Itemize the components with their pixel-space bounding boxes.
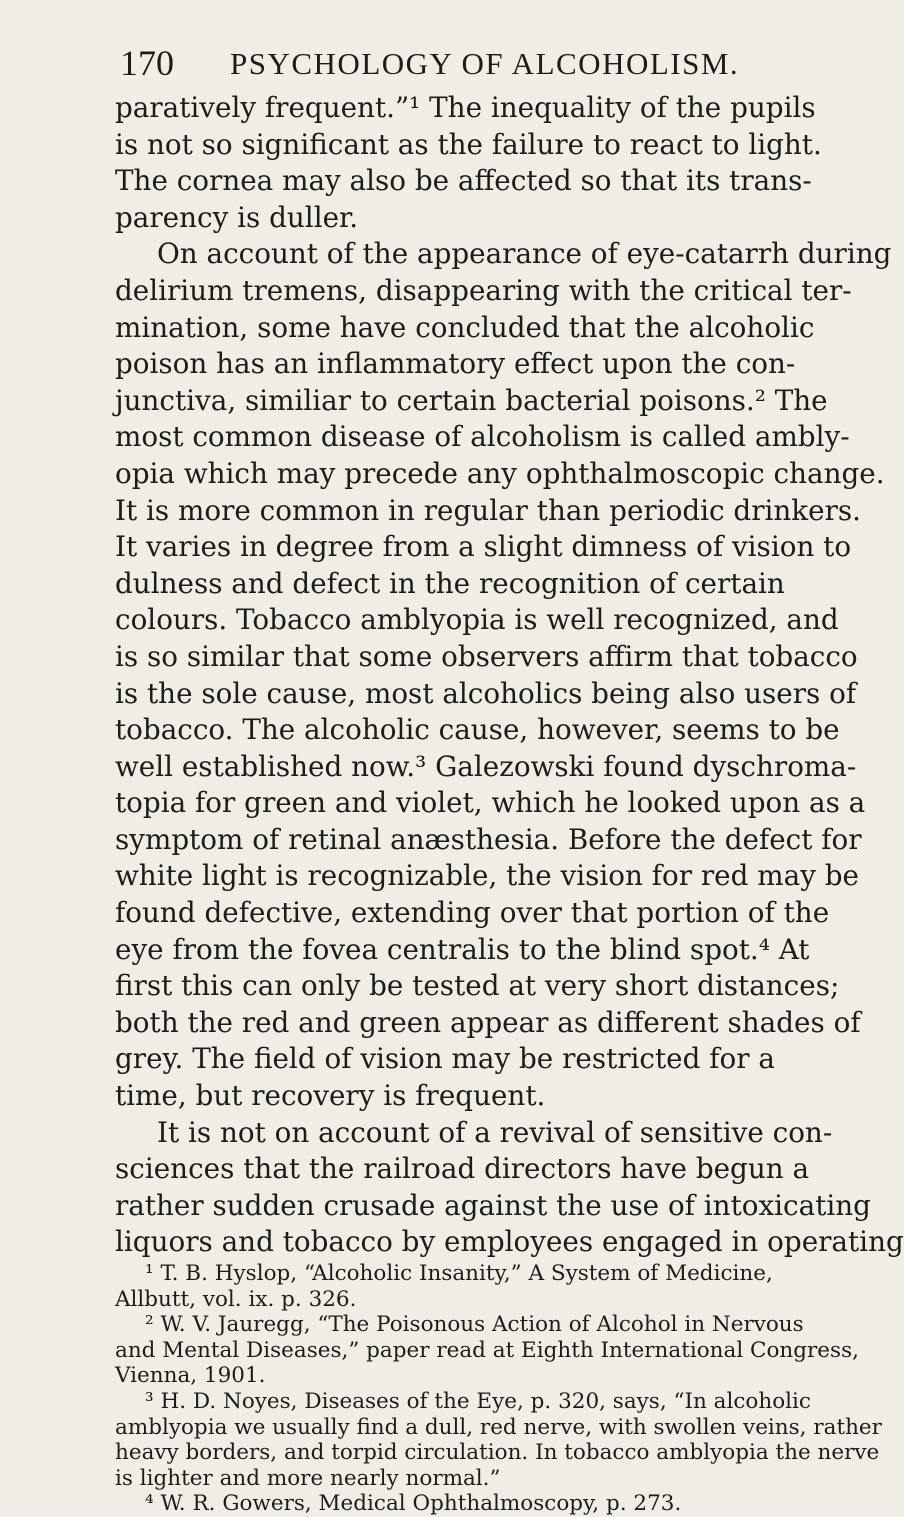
page-number: 170	[120, 43, 174, 83]
footnote-2	[115, 1312, 859, 1389]
footnote-line: ¹ T. B. Hyslop, “Alcoholic Insanity,” A System of Medicine,	[145, 1261, 773, 1286]
footnote-line: ⁴ W. R. Gowers, Medical Ophthalmoscopy, p. 273.	[145, 1491, 682, 1517]
text-line: topia for green and violet, which he looked upon as a	[115, 786, 866, 820]
text-line: sciences that the railroad directors have begun a	[115, 1152, 810, 1186]
footnote-line: Vienna, 1901.	[115, 1363, 266, 1389]
footnote-line: ² W. V. Jauregg, “The Poisonous Action of Alcohol in Nervous	[145, 1312, 804, 1338]
text-line: well established now.³ Galezowski found dyschroma-	[115, 749, 857, 783]
text-line: junctiva, similiar to certain bacterial poisons.² The	[115, 383, 828, 417]
text-line: The cornea may also be affected so that its trans-	[115, 164, 812, 198]
footnotes	[115, 1261, 882, 1517]
text-line: eye from the fovea centralis to the blind spot.⁴ At	[115, 932, 810, 966]
text-line: poison has an inflammatory effect upon the con-	[115, 347, 796, 381]
text-line: mination, some have concluded that the alcoholic	[115, 310, 815, 344]
paragraph-2	[115, 236, 892, 1114]
text-line: tobacco. The alcoholic cause, however, seems to be	[115, 713, 840, 747]
footnote-line: and Mental Diseases,” paper read at Eighth International Congress,	[115, 1337, 859, 1363]
running-title: PSYCHOLOGY OF ALCOHOLISM.	[230, 46, 740, 81]
paragraph-3	[115, 1115, 904, 1261]
footnote-4	[115, 1491, 771, 1517]
text-line: most common disease of alcoholism is called ambly-	[115, 420, 850, 454]
paragraph-1	[115, 90, 822, 236]
footnote-line: Allbutt, vol. ix. p. 326.	[115, 1286, 357, 1312]
text-line: is not so significant as the failure to react to light.	[115, 127, 822, 161]
text-line: It is more common in regular than periodic drinkers.	[115, 493, 861, 527]
page-header	[120, 38, 760, 82]
text-line: On account of the appearance of eye-catarrh during	[157, 237, 892, 271]
footnote-line: ³ H. D. Noyes, Diseases of the Eye, p. 320, says, “In alcoholic	[145, 1388, 811, 1414]
text-line: time, but recovery is frequent.	[115, 1079, 546, 1113]
text-line: is the sole cause, most alcoholics being also users of	[115, 676, 857, 710]
text-line: both the red and green appear as different shades of	[115, 1005, 861, 1039]
text-line: symptom of retinal anæsthesia. Before the defect for	[115, 822, 862, 856]
footnote-3	[115, 1388, 882, 1491]
text-line: liquors and tobacco by employees engaged in operating	[115, 1225, 904, 1259]
text-line: parency is duller.	[115, 200, 359, 234]
text-line: is so similar that some observers affirm that tobacco	[115, 639, 858, 673]
text-line: It is not on account of a revival of sensitive con-	[157, 1115, 833, 1149]
footnote-line: heavy borders, and torpid circulation. In tobacco amblyopia the nerve	[115, 1440, 880, 1466]
text-line: opia which may precede any ophthalmoscopic change.	[115, 456, 885, 490]
text-line: colours. Tobacco amblyopia is well recognized, and	[115, 603, 839, 637]
footnote-line: is lighter and more nearly normal.”	[115, 1465, 501, 1491]
text-line: grey. The field of vision may be restricted for a	[115, 1042, 775, 1076]
text-line: dulness and defect in the recognition of certain	[115, 566, 785, 600]
text-line: rather sudden crusade against the use of intoxicating	[115, 1188, 871, 1222]
body-text	[115, 90, 904, 1517]
footnote-1	[115, 1261, 771, 1312]
text-line: paratively frequent.”¹ The inequality of the pupils	[115, 91, 816, 124]
text-line: first this can only be tested at very short distances;	[115, 969, 840, 1003]
text-line: It varies in degree from a slight dimness of vision to	[115, 530, 852, 564]
footnote-line: amblyopia we usually find a dull, red nerve, with swollen veins, rather	[115, 1414, 882, 1440]
text-line: found defective, extending over that portion of the	[115, 896, 830, 930]
text-line: delirium tremens, disappearing with the critical ter-	[115, 273, 852, 307]
text-line: white light is recognizable, the vision for red may be	[115, 859, 859, 893]
